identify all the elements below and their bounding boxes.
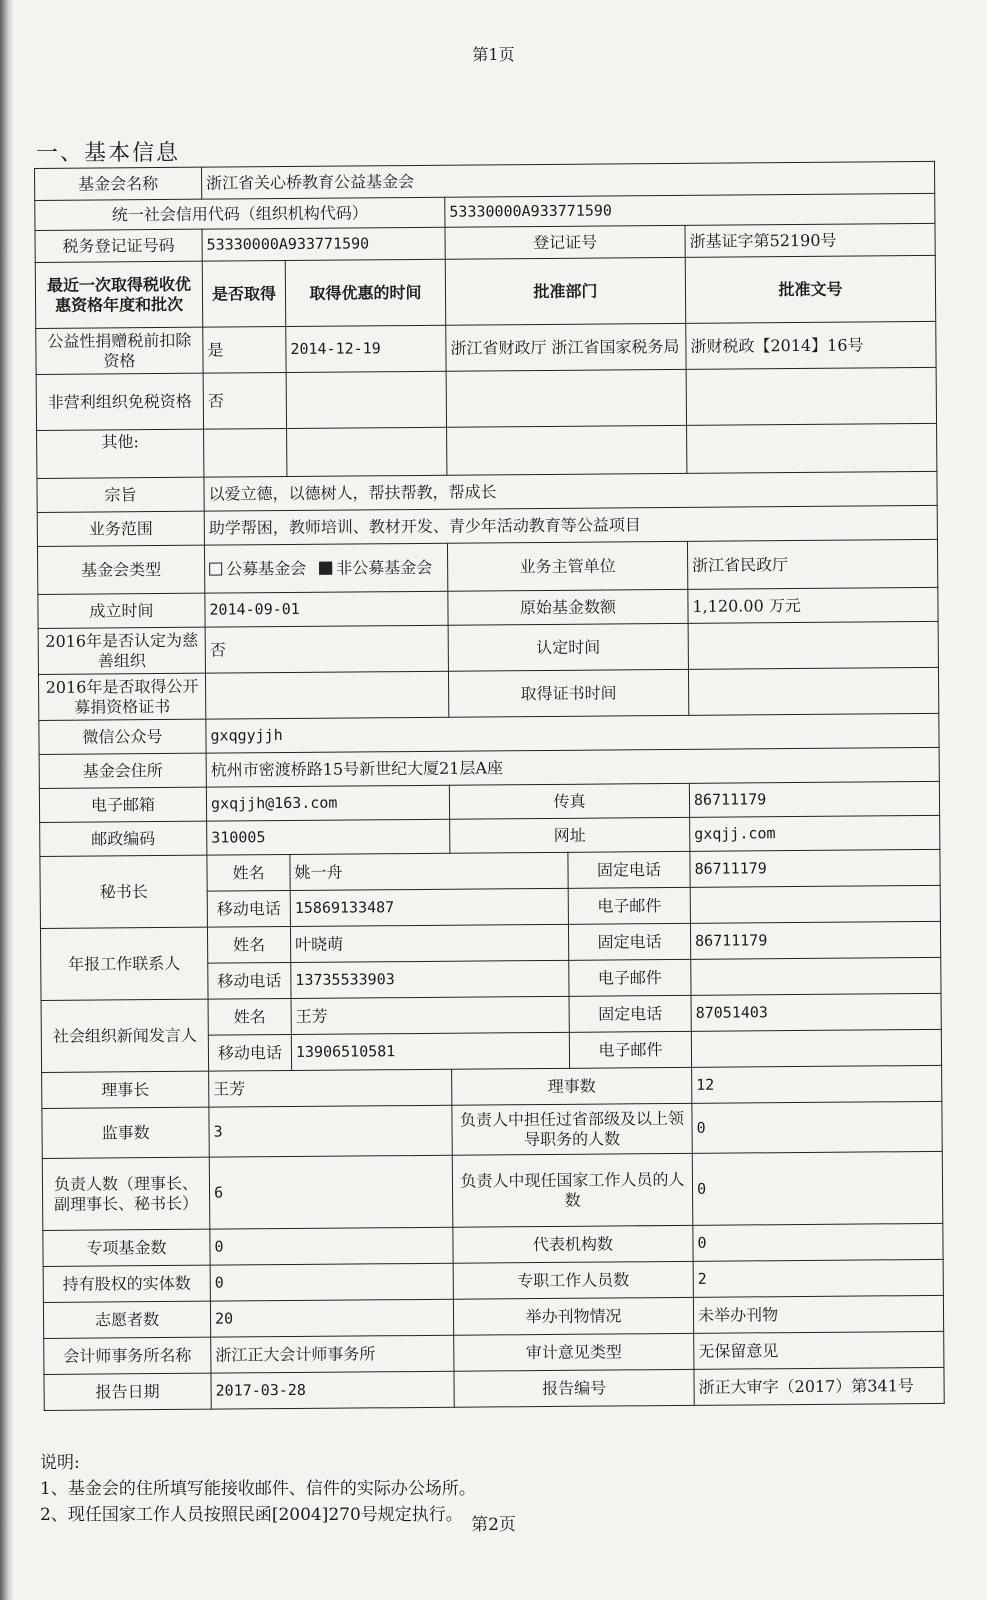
staff-value: 2 (693, 1259, 943, 1297)
contact-mobile-label: 移动电话 (208, 1035, 291, 1072)
section-title: 一、基本信息 (36, 141, 181, 166)
scope-value: 助学帮困，教师培训、教材开发、青少年活动教育等公益项目 (204, 505, 937, 545)
branches-value: 0 (693, 1223, 943, 1261)
tax-row-doc (686, 367, 936, 425)
reg-no-label: 登记证号 (445, 225, 685, 259)
row-report (44, 1367, 944, 1410)
report-no-label: 报告编号 (454, 1369, 694, 1407)
contact-email (691, 1029, 941, 1067)
volunteers-value: 20 (210, 1299, 453, 1337)
directors-value: 12 (692, 1065, 942, 1103)
contact-email (690, 885, 940, 923)
publication-label: 举办刊物情况 (453, 1297, 693, 1335)
contact-role: 年报工作联系人 (40, 927, 208, 1000)
contact-email (691, 957, 941, 995)
report-no-value: 浙正大审字（2017）第341号 (694, 1367, 944, 1405)
tax-row (36, 367, 936, 430)
cert-time-label: 取得证书时间 (448, 669, 688, 717)
tax-reg-label: 税务登记证号码 (35, 229, 202, 262)
supervisors-value: 3 (209, 1105, 452, 1157)
recognized-value (688, 621, 938, 669)
purpose-value: 以爱立德，以德树人，帮扶帮教，帮成长 (204, 471, 937, 511)
tax-row-obtained: 是 (203, 327, 286, 374)
charity-value: 否 (205, 625, 448, 673)
tax-row-dept: 浙江省财政厅 浙江省国家税务局 (446, 323, 686, 371)
contact-name: 姚一舟 (290, 852, 568, 890)
contact-mobile-label: 移动电话 (207, 891, 290, 928)
page-number-top: 第1页 (472, 45, 515, 64)
public-checkbox (209, 562, 222, 575)
contact-role: 社会组织新闻发言人 (41, 999, 209, 1072)
cert-time-value (688, 667, 938, 715)
row-fundraising (38, 667, 938, 720)
tax-row (36, 321, 936, 374)
tax-row-doc: 浙财税政【2014】16号 (686, 321, 936, 369)
contact-email-label: 电子邮件 (568, 887, 690, 924)
scope-label: 业务范围 (37, 511, 204, 546)
contact-name-label: 姓名 (208, 999, 291, 1036)
supervisors-label: 监事数 (42, 1107, 209, 1158)
volunteers-label: 志愿者数 (43, 1301, 210, 1338)
contact-phone-label: 固定电话 (568, 923, 690, 960)
tax-col-doc: 批准文号 (685, 255, 936, 323)
contact-phone: 87051403 (691, 993, 941, 1031)
chair-value: 王芳 (209, 1069, 452, 1107)
info-form (34, 161, 944, 1411)
contact-email-label: 电子邮件 (569, 959, 691, 996)
page-edge-shadow (0, 0, 14, 1600)
tax-col-time: 取得优惠的时间 (285, 259, 446, 326)
civil-servants-label: 负责人中现任国家工作人员的人数 (452, 1153, 693, 1227)
fax-value: 86711179 (689, 781, 939, 817)
tax-reg-value: 53330000A933771590 (202, 227, 445, 261)
auditor-label: 会计师事务所名称 (44, 1337, 211, 1374)
recognized-label: 认定时间 (448, 623, 688, 671)
tax-row-dept (446, 369, 686, 427)
opinion-value: 无保留意见 (694, 1331, 944, 1369)
directors-label: 理事数 (452, 1067, 692, 1105)
credit-code-label: 统一社会信用代码（组织机构代码） (35, 197, 445, 230)
row-charity (38, 621, 938, 674)
branches-label: 代表机构数 (453, 1225, 693, 1263)
fund-value: 1,120.00 万元 (688, 587, 938, 623)
contact-mobile-label: 移动电话 (208, 963, 291, 1000)
wechat-value: gxqgyjjh (206, 713, 939, 753)
email-label: 电子邮箱 (39, 787, 206, 822)
responsible-label: 负责人数（理事长、副理事长、秘书长） (42, 1157, 210, 1230)
private-checkbox (319, 561, 332, 574)
tax-row-time (287, 427, 447, 476)
report-date-label: 报告日期 (44, 1373, 211, 1410)
tax-row-dept (447, 425, 687, 475)
wechat-label: 微信公众号 (39, 719, 206, 754)
tax-row-obtained: 否 (203, 373, 286, 430)
publication-value: 未举办刊物 (693, 1295, 943, 1333)
special-funds-value: 0 (210, 1227, 453, 1265)
former-leaders-value: 0 (692, 1101, 942, 1153)
former-leaders-label: 负责人中担任过省部级及以上领导职务的人数 (452, 1103, 692, 1155)
page-number-bottom: 第2页 (471, 1515, 516, 1535)
fundraise-label: 2016年是否取得公开募捐资格证书 (38, 673, 205, 720)
supervisor-label: 业务主管单位 (447, 541, 687, 591)
responsible-value: 6 (209, 1155, 453, 1229)
fax-label: 传真 (449, 783, 689, 819)
auditor-value: 浙江正大会计师事务所 (211, 1335, 454, 1373)
contact-mobile: 13906510581 (291, 1032, 569, 1070)
type-option-public: 公募基金会 (226, 558, 307, 579)
note-item: 2、现任国家工作人员按照民函[2004]270号规定执行。 (40, 1505, 463, 1525)
chair-label: 理事长 (42, 1071, 209, 1108)
tax-row-label: 公益性捐赠税前扣除资格 (36, 327, 203, 374)
fund-label: 原始基金数额 (448, 589, 688, 625)
supervisor-value: 浙江省民政厅 (687, 539, 937, 589)
note-item: 1、基金会的住所填写能接收邮件、信件的实际办公场所。 (40, 1479, 476, 1499)
row-supervisors (42, 1101, 942, 1158)
address-value: 杭州市密渡桥路15号新世纪大厦21层A座 (206, 747, 939, 787)
address-label: 基金会住所 (39, 753, 206, 788)
postcode-value: 310005 (207, 819, 450, 855)
reg-no-value: 浙基证字第52190号 (685, 223, 935, 257)
basic-info-table (34, 161, 945, 1411)
equity-value: 0 (210, 1263, 453, 1301)
foundation-name-value: 浙江省关心桥教育公益基金会 (201, 161, 934, 199)
contact-mobile: 15869133487 (290, 888, 568, 926)
report-date-value: 2017-03-28 (211, 1371, 454, 1409)
tax-col-obtained: 是否取得 (202, 261, 286, 328)
type-options (204, 543, 447, 593)
fundraise-value (205, 671, 448, 719)
foundation-name-label: 基金会名称 (35, 167, 202, 200)
contact-name-label: 姓名 (207, 855, 290, 892)
contact-phone-label: 固定电话 (569, 995, 691, 1032)
charity-label: 2016年是否认定为慈善组织 (38, 627, 205, 674)
tax-col-dept: 批准部门 (445, 257, 686, 325)
contact-mobile: 13735533903 (291, 960, 569, 998)
website-label: 网址 (450, 817, 690, 853)
founded-value: 2014-09-01 (205, 591, 448, 627)
notes-title: 说明: (40, 1453, 80, 1473)
staff-label: 专职工作人员数 (453, 1261, 693, 1299)
tax-row-time: 2014-12-19 (286, 325, 446, 372)
equity-label: 持有股权的实体数 (43, 1265, 210, 1302)
type-label: 基金会类型 (37, 545, 204, 594)
row-foundation-type (37, 539, 937, 594)
contact-name: 叶晓萌 (290, 924, 568, 962)
email-value: gxqjjh@163.com (206, 785, 449, 821)
contact-phone: 86711179 (690, 921, 940, 959)
civil-servants-value: 0 (692, 1151, 943, 1225)
website-value: gxqjj.com (690, 815, 940, 851)
contact-role: 秘书长 (40, 855, 208, 928)
contact-name: 王芳 (291, 996, 569, 1034)
purpose-label: 宗旨 (37, 477, 204, 512)
tax-row-doc (687, 423, 937, 473)
opinion-label: 审计意见类型 (454, 1333, 694, 1371)
row-responsible (42, 1151, 943, 1230)
special-funds-label: 专项基金数 (43, 1229, 210, 1266)
tax-row-label: 其他: (37, 429, 204, 478)
tax-row-label: 非营利组织免税资格 (36, 373, 203, 430)
contact-name-label: 姓名 (207, 927, 290, 964)
contact-email-label: 电子邮件 (569, 1031, 691, 1068)
tax-row-obtained (204, 429, 287, 478)
contact-phone-label: 固定电话 (568, 851, 690, 888)
contact-phone: 86711179 (690, 849, 940, 887)
tax-preference-label: 最近一次取得税收优惠资格年度和批次 (35, 261, 203, 328)
tax-row-time (286, 371, 446, 428)
founded-label: 成立时间 (38, 593, 205, 628)
postcode-label: 邮政编码 (40, 821, 207, 856)
row-tax-header (35, 255, 936, 328)
type-option-private: 非公募基金会 (336, 557, 433, 578)
tax-row (37, 423, 937, 478)
credit-code-value: 53330000A933771590 (445, 193, 935, 227)
